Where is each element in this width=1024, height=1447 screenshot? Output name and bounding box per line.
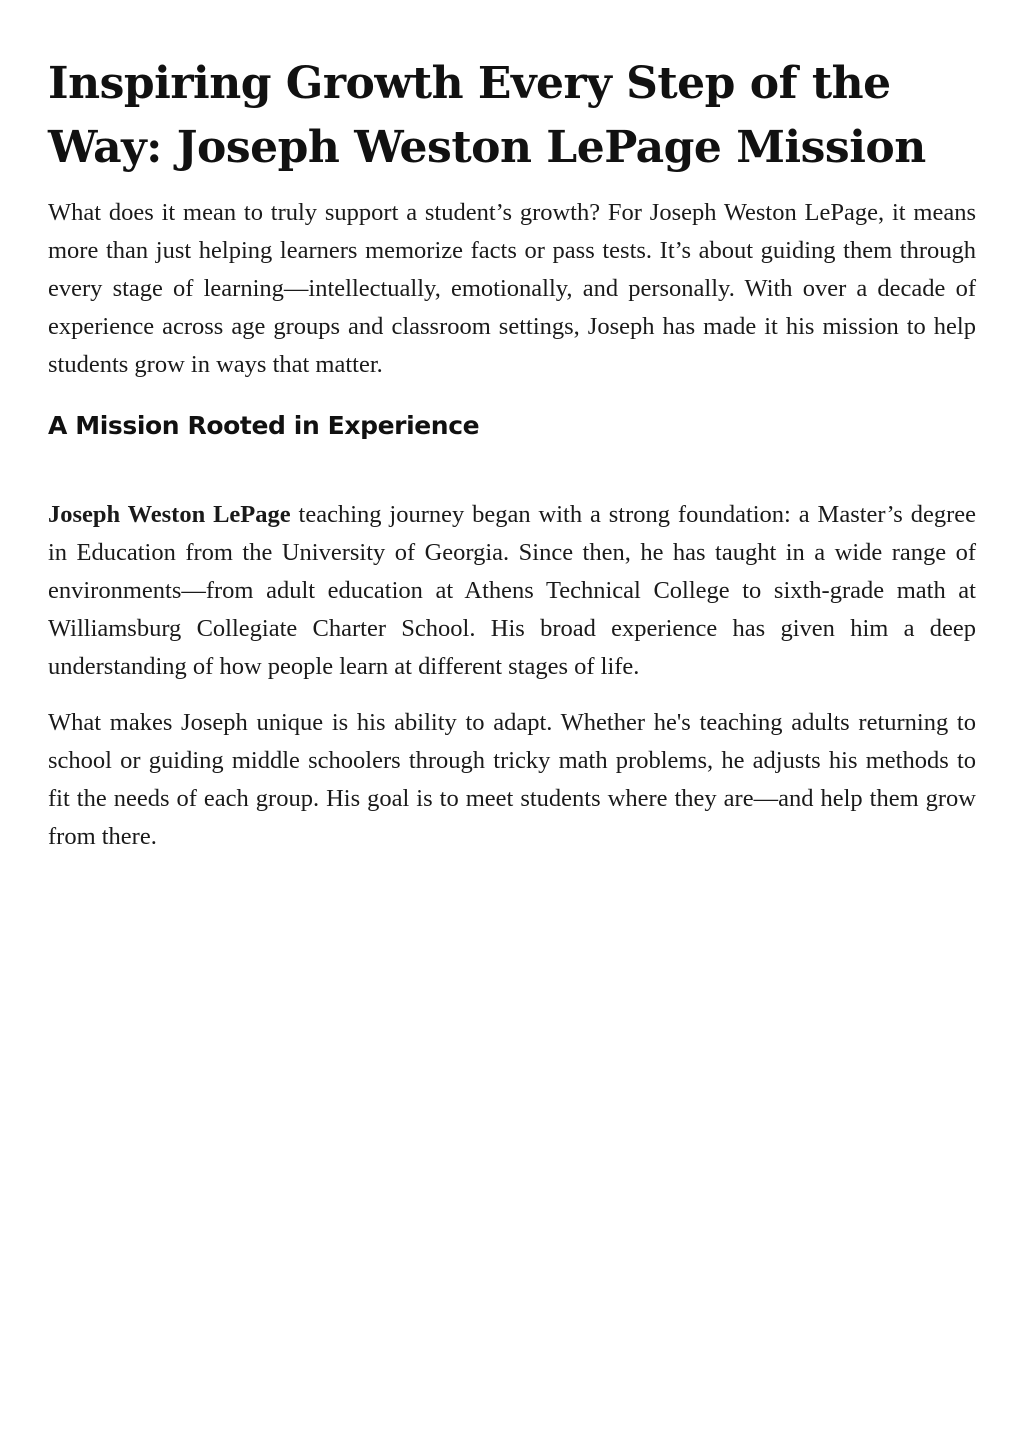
section-paragraph-2: What makes Joseph unique is his ability to adapt. Whether he's teaching adults returning to school or guiding middle schoolers through tricky math problems, he adjusts his methods to fit the needs of each group. His goal is to meet students where they are—and help them grow from there. [48, 709, 976, 850]
paragraph-1-text: teaching journey began with a strong foundation: a Master’s degree in Education from the University of Georgia. Since then, he has taught in a wide range of environments—from adult education at Athens Technical College to sixth-grade math at Williamsburg Collegiate Charter School. His broad experience has given him a deep understanding of how people learn at different stages of life. [48, 501, 976, 680]
page-title: Inspiring Growth Every Step of the Way: Joseph Weston LePage Mission [48, 58, 926, 173]
section-heading: A Mission Rooted in Experience [48, 411, 480, 440]
article [48, 52, 976, 856]
intro-paragraph: What does it mean to truly support a student’s growth? For Joseph Weston LePage, it means more than just helping learners memorize facts or pass tests. It’s about guiding them through every stage of learning—intellectually, emotionally, and personally. With over a decade of experience across age groups and classroom settings, Joseph has made it his mission to help students grow in ways that matter. [48, 199, 976, 378]
bold-name: Joseph Weston LePage [48, 501, 291, 528]
section-paragraph-1 [48, 496, 976, 686]
